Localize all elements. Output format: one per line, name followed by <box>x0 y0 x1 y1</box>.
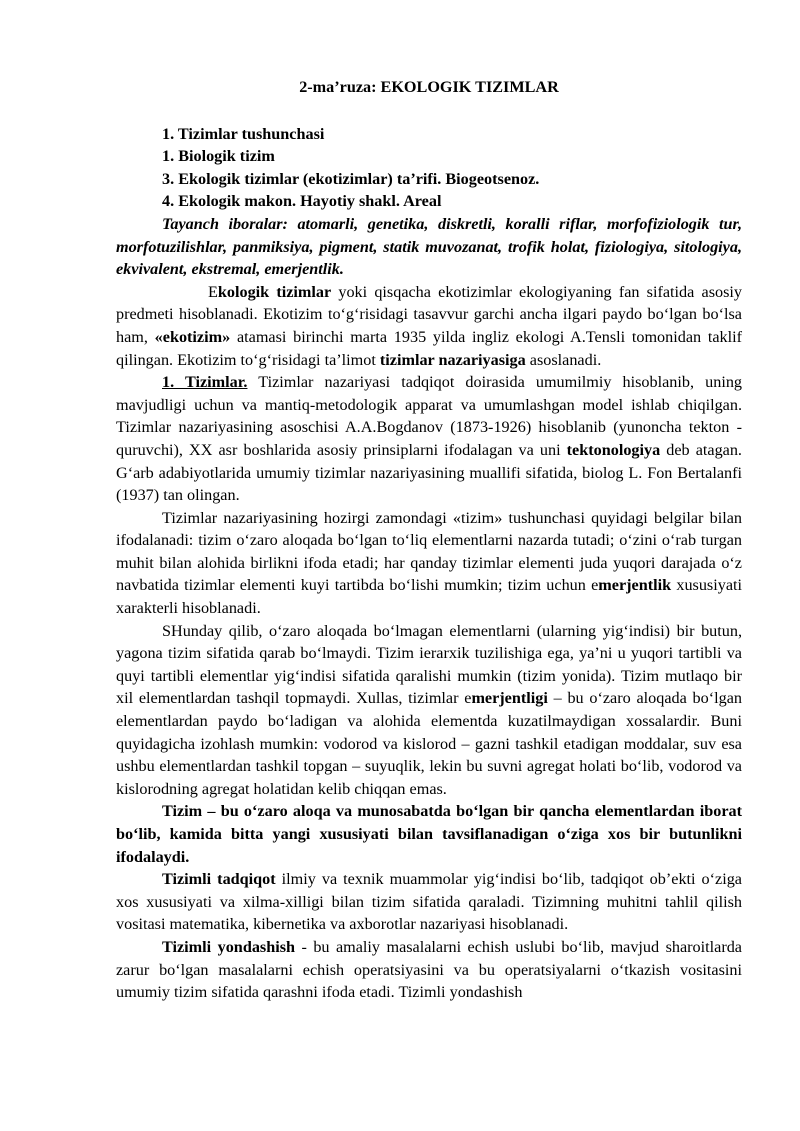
term-ecosystem: «ekotizim» <box>154 327 231 346</box>
text-span: deb atagan. G‘arb adabiyotlarida umumiy tizimlar nazariyasining muallifi sifatida, biolog L. Fon Bertalanfi (1937) tan olingan. <box>116 440 742 505</box>
term-emergence-2: merjentligi <box>471 689 548 708</box>
text-span: E <box>208 282 218 301</box>
outline-item: 4. Ekologik makon. Hayotiy shakl. Areal <box>162 192 442 211</box>
text-span: - bu amaliy masalalarni echish uslubi bo‘lib, mavjud sharoitlarda zarur bo‘lgan masalalarni echish operatsiyasini va bu operatsiyalarni o‘tkazish vositasini umumiy tizim sifatida qarashni ifoda etadi. Tizimli yondashish <box>116 937 742 1002</box>
section-heading-systems: 1. Tizimlar. <box>162 373 248 392</box>
outline-item: 1. Biologik tizim <box>162 147 275 166</box>
paragraph-systems <box>116 371 742 507</box>
text-span: xususiyati xarakterli hisoblanadi. <box>116 576 742 618</box>
paragraph-system-concept <box>116 507 742 620</box>
term-systems-research: Tizimli tadqiqot <box>162 870 276 889</box>
text-span: – bu o‘zaro aloqada bo‘lgan elementlardan paydo bo‘ladigan va alohida elementda kuzatilmaydigan xossalardir. Buni quyidagicha izohlash mumkin: vodorod va kislorod – gazni tashkil etadigan moddalar, suv esa ushbu elementlardan tashkil topgan – suyuqlik, lekin bu suvni agregat holati bo‘lib, vodorod va kislorodning agregat holatidan kelib chiqqan emas. <box>116 689 742 798</box>
term-emergence: merjentlik <box>598 576 672 595</box>
text-span: Tizimlar nazariyasining hozirgi zamondagi «tizim» tushunchasi quyidagi belgilar bilan ifodalanadi: tizim o‘zaro aloqada bo‘lgan to‘liq elementlarni nazarda tutadi; o‘zini o‘rab turgan muhit bilan alohida birlikni ifoda etadi; har qanday tizimlar elementi juda yuqori darajada o‘z navbatida tizimlar elementi kuyi tartibda bo‘lishi mumkin; tizim uchun e <box>116 508 742 595</box>
text-span: Tizimlar nazariyasi tadqiqot doirasida umumilmiy hisoblanib, uning mavjudligi uchun va mantiq-metodologik apparat va umumlashgan model ishlab chiqilgan. Tizimlar nazariyasining asoschisi A.A.Bogdanov (1873-1926) hisoblanib (yunoncha tekton -quruvchi), XX asr boshlarida asosiy prinsiplarni ifodalagan va uni <box>116 373 743 459</box>
paragraph-system-definition: Tizim – bu o‘zaro aloqa va munosabatda bo‘lgan bir qancha elementlardan iborat bo‘lib, kamida bitta yangi xususiyati bilan tavsiflanadigan o‘ziga xos bir butunlikni ifodalaydi. <box>116 802 742 866</box>
text-span: yoki qisqacha ekotizimlar ekologiyaning fan sifatida asosiy predmeti hisoblanadi. Ekotizim to‘g‘risidagi tasavvur garchi ancha ilgari paydo bo‘lgan bo‘lsa ham, <box>116 282 742 346</box>
topic-outline <box>116 123 742 213</box>
keywords-label: Tayanch iboralar: <box>162 214 288 233</box>
paragraph-systems-research <box>116 868 742 936</box>
text-span: ilmiy va texnik muammolar yig‘indisi bo‘lib, tadqiqot ob’ekti o‘ziga xos xususiyati va xilma-xilligi bilan tizim sifatida qaraladi. Tizimning muhitni tahlil qilish vositasi matematika, kibernetika va axborotlar nazariyasi hisoblanadi. <box>116 870 742 934</box>
text-span: asoslanadi. <box>525 350 602 369</box>
paragraph-ecosystems-intro <box>116 281 742 371</box>
keywords-paragraph <box>116 213 742 281</box>
outline-item: 1. Tizimlar tushunchasi <box>162 124 325 143</box>
paragraph-systems-approach <box>116 936 742 1004</box>
lecture-title: 2-ma’ruza: EKOLOGIK TIZIMLAR <box>299 78 559 96</box>
keywords-list: atomarli, genetika, diskretli, koralli riflar, morfofiziologik tur, morfotuzilishlar, panmiksiya, pigment, statik muvozanat, trofik holat, fiziologiya, sitologiya, ekvivalent, ekstremal, emerjentlik. <box>116 214 742 279</box>
term-systems-approach: Tizimli yondashish <box>162 937 296 956</box>
term-systems-theory: tizimlar nazariyasiga <box>379 350 526 369</box>
text-span: SHunday qilib, o‘zaro aloqada bo‘lmagan elementlarni (ularning yig‘indisi) bir butun, yagona tizim sifatida qarab bo‘lmaydi. Tizim ierarxik tuzilishiga ega, ya’ni u yuqori tartibli va quyi tartibli elementlar yig‘indisi sifatida qaralishi mumkin (tizim yonida). Tizim mutlaqo bir xil elementlardan tashqil topmaydi. Xullas, tizimlar e <box>116 621 742 708</box>
text-span: atamasi birinchi marta 1935 yilda ingliz ekologi A.Tensli tomonidan taklif qilingan. Ekotizim to‘g‘risidagi ta’limot <box>116 327 743 369</box>
paragraph-hierarchy <box>116 620 742 801</box>
term-tektonology: tektonologiya <box>566 440 661 459</box>
outline-item: 3. Ekologik tizimlar (ekotizimlar) ta’rifi. Biogeotsenoz. <box>162 169 540 188</box>
term-ecological-systems: kologik tizimlar <box>217 282 332 301</box>
